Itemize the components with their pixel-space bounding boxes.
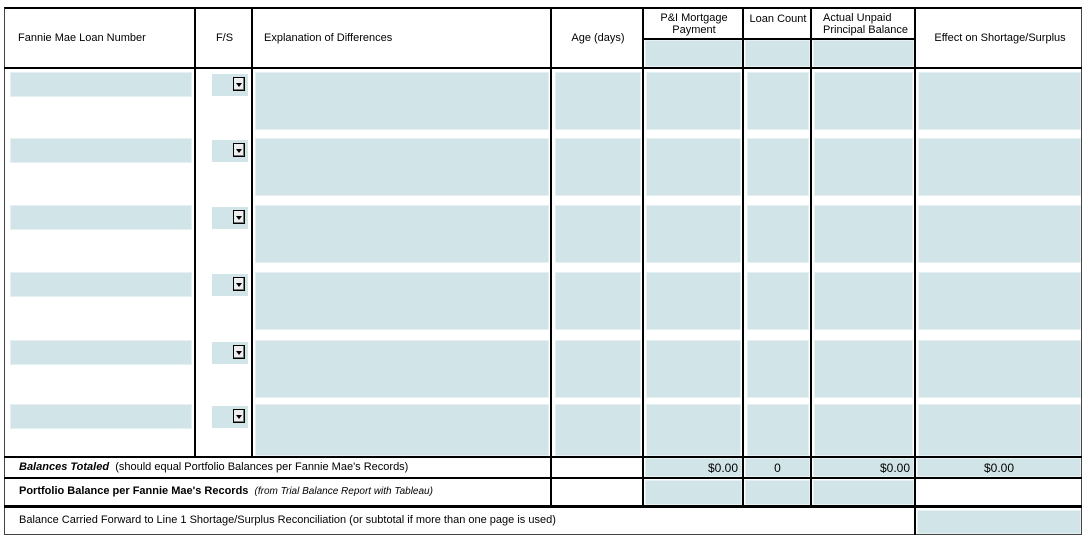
loan-count-input[interactable] bbox=[747, 272, 809, 330]
loan-number-input[interactable] bbox=[10, 340, 192, 365]
divider bbox=[194, 7, 196, 457]
divider bbox=[251, 7, 253, 457]
carry-forward-field[interactable] bbox=[917, 510, 1081, 534]
divider bbox=[643, 38, 915, 40]
loan-number-input[interactable] bbox=[10, 272, 192, 297]
portfolio-count-field[interactable] bbox=[745, 480, 810, 505]
header-loan-number: Fannie Mae Loan Number bbox=[18, 31, 146, 44]
header-count-field[interactable] bbox=[745, 40, 810, 67]
loan-count-input[interactable] bbox=[747, 340, 809, 398]
fs-dropdown[interactable] bbox=[212, 274, 248, 296]
chevron-down-icon[interactable] bbox=[233, 277, 245, 291]
fs-dropdown[interactable] bbox=[212, 74, 248, 96]
pi-payment-input[interactable] bbox=[646, 404, 741, 456]
totals-row-label bbox=[19, 461, 408, 473]
explanation-input[interactable] bbox=[255, 272, 549, 330]
age-input[interactable] bbox=[555, 404, 641, 456]
effect-input[interactable] bbox=[918, 72, 1081, 130]
explanation-input[interactable] bbox=[255, 404, 549, 456]
portfolio-label: Portfolio Balance per Fannie Mae's Records bbox=[19, 485, 249, 497]
pi-payment-input[interactable] bbox=[646, 205, 741, 263]
portfolio-upb-field[interactable] bbox=[813, 480, 914, 505]
header-fs: F/S bbox=[215, 31, 234, 44]
chevron-down-icon[interactable] bbox=[233, 77, 245, 91]
totals-label: Balances Totaled bbox=[19, 461, 110, 473]
upb-input[interactable] bbox=[814, 205, 913, 263]
pi-payment-input[interactable] bbox=[646, 272, 741, 330]
fs-dropdown[interactable] bbox=[212, 207, 248, 229]
header-upb-field[interactable] bbox=[813, 40, 914, 67]
fs-dropdown[interactable] bbox=[212, 342, 248, 364]
header-loan-count: Loan Count bbox=[749, 13, 807, 25]
age-input[interactable] bbox=[555, 272, 641, 330]
divider bbox=[550, 7, 552, 506]
explanation-input[interactable] bbox=[255, 205, 549, 263]
header-upb: Actual Unpaid Principal Balance bbox=[823, 12, 908, 36]
divider bbox=[742, 7, 744, 506]
carry-forward-label: Balance Carried Forward to Line 1 Shortage/Surplus Reconciliation (or subtotal if more than one page is used) bbox=[19, 514, 556, 526]
upb-input[interactable] bbox=[814, 272, 913, 330]
age-input[interactable] bbox=[555, 138, 641, 196]
pi-payment-input[interactable] bbox=[646, 72, 741, 130]
total-upb: $0.00 bbox=[813, 458, 914, 477]
header-explanation: Explanation of Differences bbox=[264, 31, 393, 44]
explanation-input[interactable] bbox=[255, 138, 549, 196]
age-input[interactable] bbox=[555, 340, 641, 398]
upb-input[interactable] bbox=[814, 72, 913, 130]
effect-input[interactable] bbox=[918, 272, 1081, 330]
fs-dropdown[interactable] bbox=[212, 140, 248, 162]
chevron-down-icon[interactable] bbox=[233, 210, 245, 224]
loan-number-input[interactable] bbox=[10, 404, 192, 429]
portfolio-row-label bbox=[19, 485, 433, 497]
header-pi-field[interactable] bbox=[645, 40, 742, 67]
total-loan-count: 0 bbox=[745, 458, 810, 477]
loan-count-input[interactable] bbox=[747, 72, 809, 130]
portfolio-pi-field[interactable] bbox=[645, 480, 742, 505]
loan-count-input[interactable] bbox=[747, 138, 809, 196]
effect-input[interactable] bbox=[918, 138, 1081, 196]
chevron-down-icon[interactable] bbox=[233, 409, 245, 423]
pi-payment-input[interactable] bbox=[646, 340, 741, 398]
header-pi-payment: P&I Mortgage Payment bbox=[660, 12, 728, 36]
age-input[interactable] bbox=[555, 72, 641, 130]
header-age: Age (days) bbox=[571, 31, 625, 44]
total-effect: $0.00 bbox=[917, 458, 1081, 477]
upb-input[interactable] bbox=[814, 404, 913, 456]
loan-count-input[interactable] bbox=[747, 205, 809, 263]
total-pi-payment: $0.00 bbox=[645, 458, 742, 477]
divider bbox=[810, 7, 812, 506]
divider bbox=[4, 477, 1082, 479]
loan-count-input[interactable] bbox=[747, 404, 809, 456]
chevron-down-icon[interactable] bbox=[233, 345, 245, 359]
header-effect: Effect on Shortage/Surplus bbox=[934, 31, 1066, 44]
totals-note: (should equal Portfolio Balances per Fannie Mae's Records) bbox=[115, 461, 409, 473]
explanation-input[interactable] bbox=[255, 340, 549, 398]
explanation-input[interactable] bbox=[255, 72, 549, 130]
loan-number-input[interactable] bbox=[10, 72, 192, 97]
effect-input[interactable] bbox=[918, 340, 1081, 398]
loan-number-input[interactable] bbox=[10, 138, 192, 163]
upb-input[interactable] bbox=[814, 340, 913, 398]
effect-input[interactable] bbox=[918, 205, 1081, 263]
divider bbox=[4, 505, 1082, 508]
portfolio-note: (from Trial Balance Report with Tableau) bbox=[254, 486, 433, 497]
chevron-down-icon[interactable] bbox=[233, 143, 245, 157]
fs-dropdown[interactable] bbox=[212, 406, 248, 428]
loan-number-input[interactable] bbox=[10, 205, 192, 230]
divider bbox=[4, 67, 1082, 69]
age-input[interactable] bbox=[555, 205, 641, 263]
pi-payment-input[interactable] bbox=[646, 138, 741, 196]
divider bbox=[642, 7, 644, 506]
upb-input[interactable] bbox=[814, 138, 913, 196]
effect-input[interactable] bbox=[918, 404, 1081, 456]
